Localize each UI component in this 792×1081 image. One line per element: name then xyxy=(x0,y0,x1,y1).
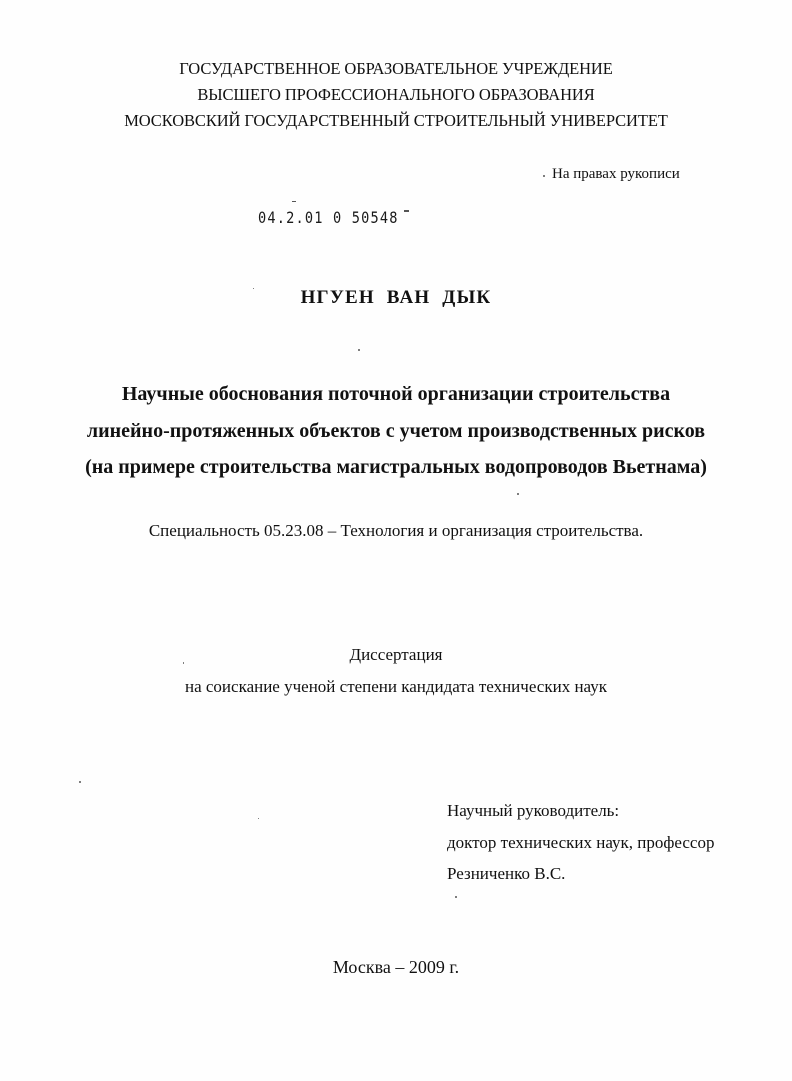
scan-speck xyxy=(253,288,254,289)
title-line-3: (на примере строительства магистральных водопроводов Вьетнама) xyxy=(85,456,707,478)
specialty: Специальность 05.23.08 – Технология и организация строительства. xyxy=(148,521,644,540)
scan-speck xyxy=(404,210,409,212)
supervisor-name: Резниченко В.С. xyxy=(447,864,566,883)
scan-speck xyxy=(517,493,519,495)
institution-line-2: ВЫСШЕГО ПРОФЕССИОНАЛЬНОГО ОБРАЗОВАНИЯ xyxy=(197,85,595,104)
supervisor-degree: доктор технических наук, профессор xyxy=(447,833,715,852)
scan-speck xyxy=(79,781,81,783)
scan-speck xyxy=(358,349,360,351)
scan-speck xyxy=(258,818,259,819)
institution-line-3: МОСКОВСКИЙ ГОСУДАРСТВЕННЫЙ СТРОИТЕЛЬНЫЙ УНИВЕРСИТЕТ xyxy=(124,111,668,130)
scan-speck xyxy=(543,175,545,177)
scan-speck xyxy=(292,201,296,202)
title-line-1: Научные обоснования поточной организации строительства xyxy=(121,383,671,405)
author-name: НГУЕН ВАН ДЫК xyxy=(300,287,492,308)
scan-speck xyxy=(455,896,457,898)
manuscript-note: На правах рукописи xyxy=(552,166,680,182)
place-year: Москва – 2009 г. xyxy=(332,957,460,977)
supervisor-label: Научный руководитель: xyxy=(447,801,620,820)
title-line-2: линейно-протяженных объектов с учетом производственных рисков xyxy=(86,420,706,442)
dissertation-label: Диссертация xyxy=(349,645,443,664)
scan-speck xyxy=(183,662,184,664)
registration-code: 04.2.01 0 50548 xyxy=(258,208,399,227)
institution-line-1: ГОСУДАРСТВЕННОЕ ОБРАЗОВАТЕЛЬНОЕ УЧРЕЖДЕНИЕ xyxy=(179,59,613,78)
dissertation-purpose: на соискание ученой степени кандидата технических наук xyxy=(184,677,607,696)
